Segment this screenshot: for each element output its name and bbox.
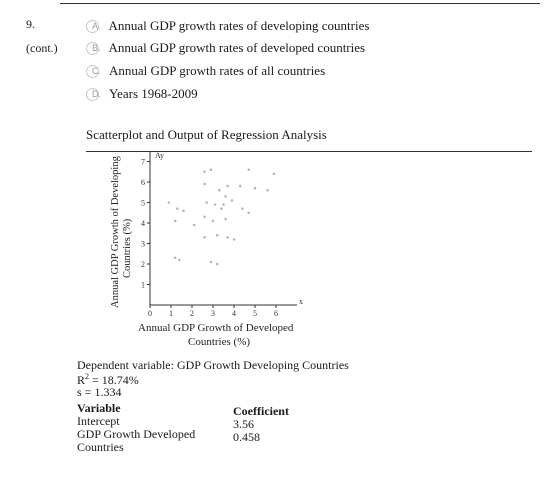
scatter-point (218, 189, 221, 192)
scatter-point (266, 189, 269, 192)
scatter-point (222, 203, 225, 206)
s-line: s = 1.334 (77, 385, 122, 399)
x-tick-label: 0 (148, 309, 152, 318)
radio-button-a[interactable] (86, 20, 99, 33)
scatter-point (273, 173, 276, 176)
question-cont-label: (cont.) (26, 41, 58, 55)
coefficient-header: Coefficient (233, 404, 289, 418)
row-gdp-variable-continuation: Countries (77, 440, 124, 454)
scatter-point (239, 185, 242, 188)
row-gdp-coefficient: 0.458 (233, 430, 260, 444)
scatter-point (203, 183, 206, 186)
scatter-point (203, 216, 206, 219)
chart-points (168, 168, 276, 265)
option-text-c: Annual GDP growth rates of all countries (109, 63, 326, 78)
scatter-point (216, 263, 219, 266)
dependent-variable-line: Dependent variable: GDP Growth Developing Countries (77, 358, 349, 372)
row-intercept-coefficient: 3.56 (233, 417, 254, 431)
radio-button-b[interactable] (86, 42, 99, 55)
x-axis-letter: x (299, 297, 303, 306)
option-letter-d: D. (92, 89, 101, 99)
scatter-point (214, 203, 217, 206)
row-gdp-variable: GDP Growth Developed (77, 427, 196, 441)
option-a[interactable] (86, 18, 369, 34)
scatter-point (168, 201, 171, 204)
scatter-point (174, 257, 177, 260)
scatter-point (224, 195, 227, 198)
x-axis-label-line2: Countries (%) (188, 336, 251, 348)
scatter-point (176, 207, 179, 210)
scatter-point (231, 199, 234, 202)
scatter-point (182, 209, 185, 212)
y-tick-label: 2 (141, 260, 145, 269)
option-text-b: Annual GDP growth rates of developed countries (108, 40, 366, 55)
radio-button-c[interactable] (86, 65, 99, 78)
scatter-point (205, 201, 208, 204)
y-tick-label: 5 (141, 198, 145, 208)
x-tick-label: 1 (169, 309, 173, 318)
x-tick-label: 6 (274, 309, 278, 318)
question-number (26, 16, 58, 64)
y-axis-letter: Ay (155, 151, 165, 160)
x-tick-label: 4 (232, 309, 236, 318)
x-tick-label: 3 (211, 309, 215, 318)
chart-axes (141, 151, 297, 318)
scatterplot (100, 150, 330, 350)
y-tick-label: 3 (141, 239, 145, 249)
scatter-point (210, 168, 213, 171)
scatter-point (226, 236, 229, 239)
r-squared-value: = 18.74% (89, 373, 139, 387)
y-tick-label: 4 (141, 219, 145, 228)
scatter-point (241, 207, 244, 210)
scatter-point (203, 170, 206, 173)
variable-header: Variable (77, 401, 121, 415)
scatter-point (224, 218, 227, 221)
scatter-point (210, 261, 213, 264)
y-tick-label: 7 (141, 157, 145, 167)
scatter-point (216, 234, 219, 237)
option-letter-a: A. (92, 21, 101, 31)
scatter-point (254, 187, 257, 190)
option-b[interactable] (86, 40, 365, 56)
y-tick-label: 6 (141, 178, 145, 187)
y-tick-label: 1 (141, 280, 145, 290)
y-axis-label-line1: Annual GDP Growth of Developing (110, 156, 121, 308)
scatter-point (174, 220, 177, 223)
option-d[interactable] (86, 86, 198, 102)
option-letter-c: C. (92, 66, 101, 76)
scatter-point (220, 207, 223, 210)
scatter-point (226, 185, 229, 188)
scatter-point (247, 211, 250, 214)
section-title: Scatterplot and Output of Regression Analysis (86, 127, 327, 142)
question-number-label: 9. (26, 17, 35, 31)
y-axis-label-line2: Countries (%) (122, 218, 133, 278)
r-squared-superscript: 2 (85, 372, 90, 381)
scatter-point (178, 259, 181, 262)
scatter-point (212, 220, 215, 223)
radio-button-d[interactable] (86, 88, 99, 101)
option-c[interactable] (86, 63, 325, 79)
x-axis-label-line1: Annual GDP Growth of Developed (138, 322, 294, 334)
scatter-point (193, 224, 196, 227)
scatter-point (247, 168, 250, 171)
r-squared-prefix: R (77, 373, 86, 387)
x-tick-label: 2 (190, 309, 194, 318)
top-rule (60, 3, 540, 4)
scatter-point (233, 238, 236, 241)
option-letter-b: B. (92, 43, 101, 53)
row-intercept-variable: Intercept (77, 414, 120, 428)
option-text-a: Annual GDP growth rates of developing countries (108, 18, 370, 33)
scatter-point (203, 236, 206, 239)
option-text-d: Years 1968-2009 (109, 86, 198, 101)
x-tick-label: 5 (253, 309, 257, 318)
